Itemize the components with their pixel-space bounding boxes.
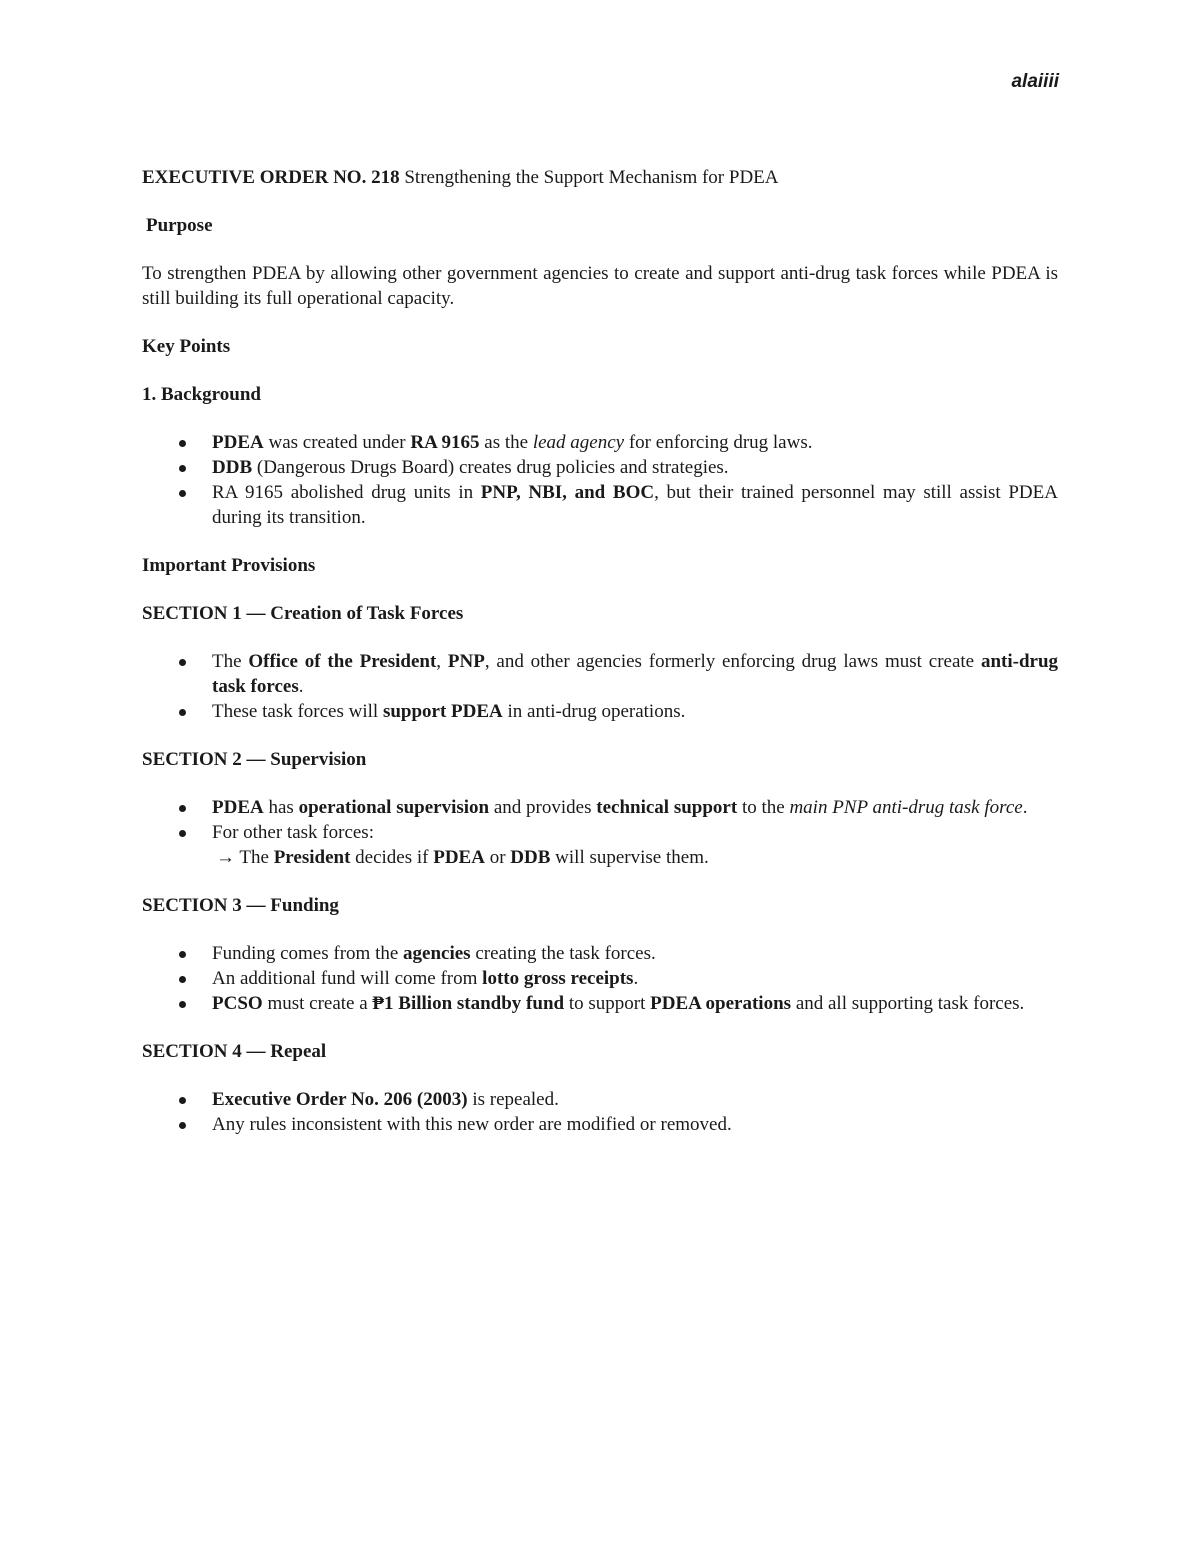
bold-text: operational supervision: [298, 797, 490, 818]
title-subject: Strengthening the Support Mechanism for PDEA: [399, 167, 779, 188]
list-item: [142, 649, 1058, 699]
purpose-text: To strengthen PDEA by allowing other government agencies to create and support anti-drug task forces while PDEA is still building its full operational capacity.: [142, 263, 1058, 309]
text: (Dangerous Drugs Board) creates drug policies and strategies.: [252, 457, 729, 478]
bold-text: PCSO: [212, 993, 263, 1014]
list-item: [142, 795, 1058, 820]
bold-text: support PDEA: [382, 701, 503, 722]
purpose-heading: Purpose: [146, 215, 213, 236]
bold-text: PDEA: [212, 797, 264, 818]
text: for enforcing drug laws.: [624, 432, 813, 453]
key-points-heading: Key Points: [142, 336, 231, 357]
document-body: [142, 165, 1058, 1160]
title-order-number: EXECUTIVE ORDER NO. 218: [142, 167, 400, 188]
list-item: [142, 991, 1058, 1016]
text: The: [212, 651, 249, 672]
text: must create a: [262, 993, 373, 1014]
arrow-text: → The: [216, 847, 274, 868]
text: is repealed.: [467, 1089, 559, 1110]
bold-text: RA 9165: [410, 432, 480, 453]
text: ,: [436, 651, 448, 672]
text: and provides: [489, 797, 597, 818]
bold-text: PDEA operations: [650, 993, 792, 1014]
list-item: [142, 1087, 1058, 1112]
sub-line: [212, 845, 1058, 870]
document-title: [142, 165, 1058, 190]
text: or: [484, 847, 511, 868]
text: to the: [737, 797, 790, 818]
bold-text: agencies: [403, 943, 471, 964]
text: will supervise them.: [550, 847, 709, 868]
bold-text: PNP: [447, 651, 485, 672]
list-item: [142, 941, 1058, 966]
bold-text: technical support: [596, 797, 738, 818]
text: These task forces will: [212, 701, 383, 722]
bold-text: anti-drug task forces: [212, 651, 1059, 697]
text: was created under: [263, 432, 411, 453]
background-heading: 1. Background: [142, 384, 261, 405]
list-item: [142, 455, 1058, 480]
section1-heading: SECTION 1 — Creation of Task Forces: [142, 603, 464, 624]
bold-text: PDEA: [212, 432, 264, 453]
text: as the: [479, 432, 533, 453]
text: has: [263, 797, 299, 818]
bold-text: PDEA: [433, 847, 485, 868]
text: in anti-drug operations.: [502, 701, 686, 722]
text: An additional fund will come from: [212, 968, 483, 989]
section1-list: [142, 649, 1058, 724]
text: .: [298, 676, 304, 697]
bold-text: PNP, NBI, and BOC: [480, 482, 655, 503]
page-header-author: alaiiii: [1011, 71, 1059, 92]
text: For other task forces:: [212, 822, 374, 843]
bold-text: Executive Order No. 206 (2003): [212, 1089, 468, 1110]
text: .: [1022, 797, 1028, 818]
text: Funding comes from the: [212, 943, 404, 964]
text: and all supporting task forces.: [791, 993, 1025, 1014]
list-item: [142, 820, 1058, 870]
section4-list: [142, 1087, 1058, 1137]
text: decides if: [350, 847, 434, 868]
bold-text: lotto gross receipts: [482, 968, 634, 989]
list-item: [142, 480, 1058, 530]
text: Any rules inconsistent with this new order are modified or removed.: [212, 1114, 732, 1135]
section4-heading: SECTION 4 — Repeal: [142, 1041, 327, 1062]
bold-text: ₱1 Billion standby fund: [372, 993, 565, 1014]
bold-text: President: [273, 847, 351, 868]
provisions-heading: Important Provisions: [142, 555, 316, 576]
italic-text: lead agency: [532, 432, 625, 453]
bold-text: DDB: [212, 457, 253, 478]
text: RA 9165 abolished drug units in: [212, 482, 481, 503]
bold-text: DDB: [510, 847, 551, 868]
list-item: [142, 699, 1058, 724]
italic-text: main PNP anti-drug task force: [789, 797, 1023, 818]
section2-heading: SECTION 2 — Supervision: [142, 749, 367, 770]
bold-text: Office of the President: [248, 651, 437, 672]
section2-list: [142, 795, 1058, 870]
list-item: [142, 966, 1058, 991]
text: , but their trained personnel may still assist PDEA during its transition.: [212, 482, 1058, 528]
text: , and other agencies formerly enforcing drug laws must create: [484, 651, 981, 672]
text: .: [633, 968, 639, 989]
section3-heading: SECTION 3 — Funding: [142, 895, 339, 916]
text: to support: [564, 993, 651, 1014]
background-list: [142, 430, 1058, 530]
section3-list: [142, 941, 1058, 1016]
text: creating the task forces.: [470, 943, 656, 964]
list-item: [142, 430, 1058, 455]
list-item: [142, 1112, 1058, 1137]
